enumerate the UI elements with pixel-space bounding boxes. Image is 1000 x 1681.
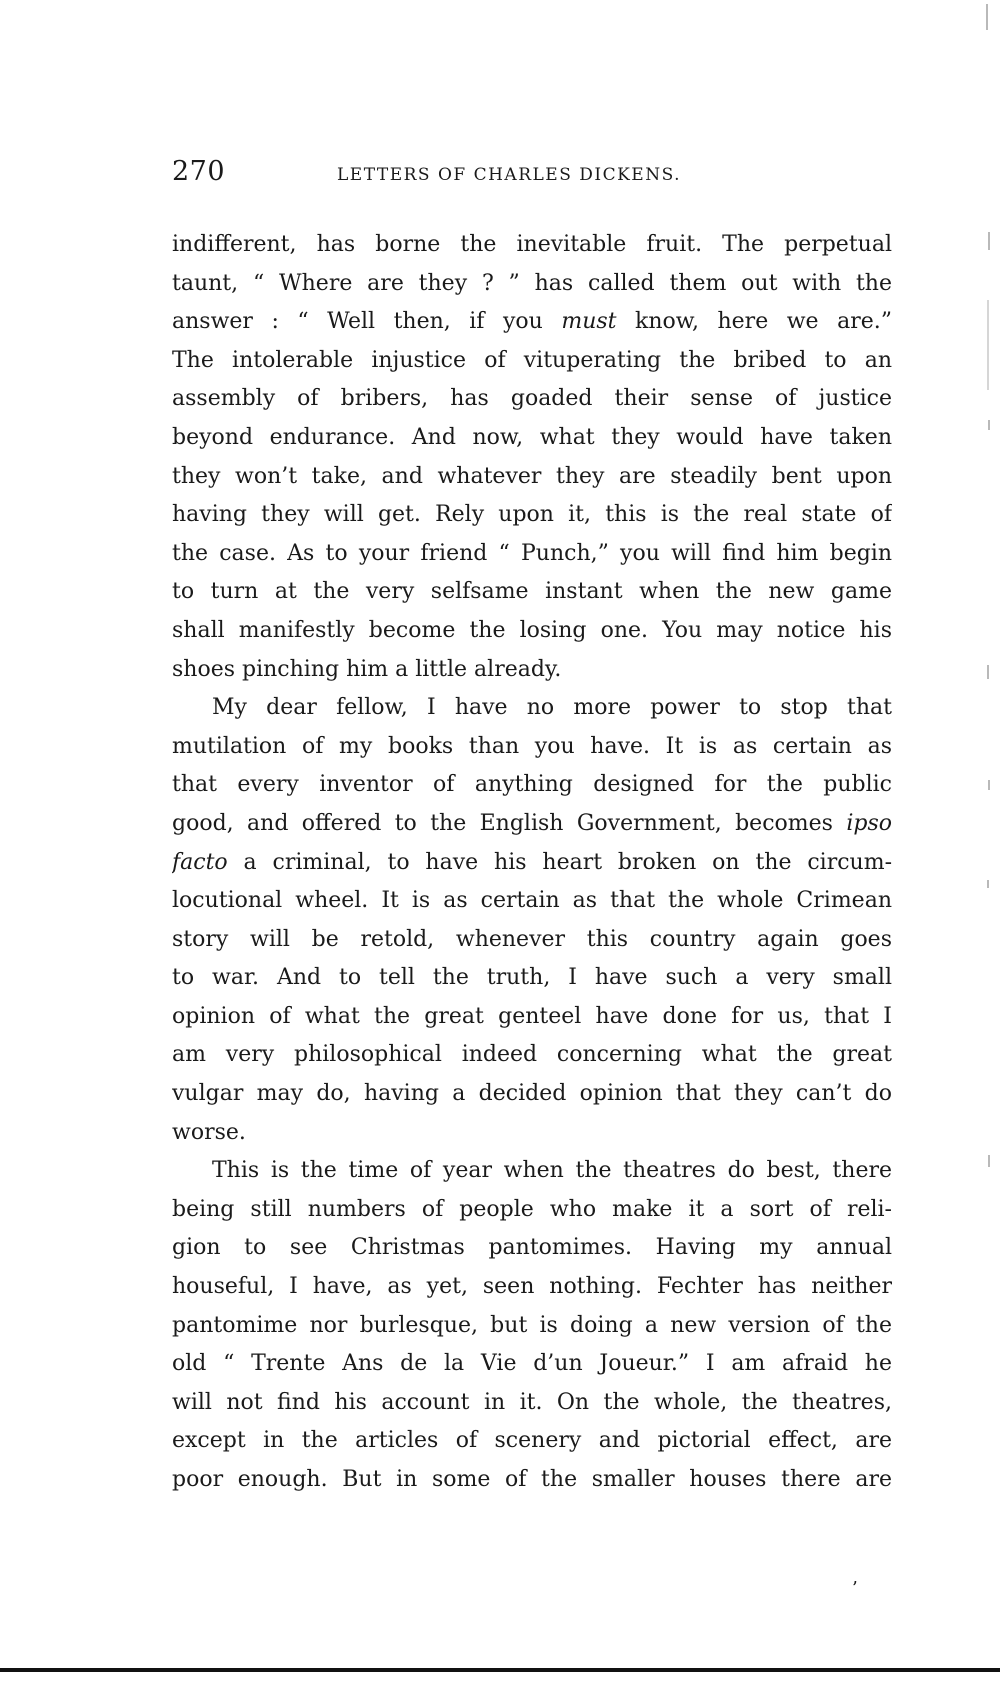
text-segment: worse. [172,1119,246,1145]
text-segment: The intolerable injustice of vituperating the bribed to an [172,347,892,373]
text-line [172,1114,892,1153]
text-line [172,921,892,960]
text-segment: vulgar may do, having a decided opinion that they can’t do [172,1081,892,1107]
text-line [172,689,892,728]
text-segment: except in the articles of scenery and pictorial effect, are [172,1428,892,1454]
text-segment: gion to see Christmas pantomimes. Having my annual [172,1235,892,1261]
text-line [172,1152,892,1191]
margin-specks [980,0,994,1681]
text-segment: assembly of bribers, has goaded their sense of justice [172,386,892,412]
text-segment: pantomime nor burlesque, but is doing a new version of the [172,1312,892,1338]
text-segment: answer : “ Well then, if you [172,309,562,335]
text-segment: having they will get. Rely upon it, this is the real state of [172,502,892,528]
text-line [172,1307,892,1346]
text-segment: This is the time of year when the theatres do best, there [212,1158,892,1184]
text-line [172,303,892,342]
italic-text: ipso [846,810,892,836]
text-line [172,1268,892,1307]
text-segment: story will be retold, whenever this country again goes [172,926,892,952]
text-line [172,728,892,767]
running-head: LETTERS OF CHARLES DICKENS. [337,165,682,185]
text-line [172,1461,892,1500]
text-line [172,844,892,883]
page-number: 270 [172,156,226,187]
text-segment: being still numbers of people who make it a sort of reli- [172,1196,892,1222]
text-line [172,380,892,419]
text-segment: that every inventor of anything designed for the public [172,772,892,798]
text-line [172,651,892,690]
stray-ink-mark: ’ [852,1578,858,1599]
text-segment: will not find his account in it. On the whole, the theatres, [172,1389,892,1415]
text-segment: My dear fellow, I have no more power to stop that [212,695,892,721]
text-line [172,998,892,1037]
text-segment: locutional wheel. It is as certain as that the whole Crimean [172,888,892,914]
text-segment: the case. As to your friend “ Punch,” you will find him begin [172,540,892,566]
body-text [172,226,892,1500]
text-line [172,1345,892,1384]
text-line [172,226,892,265]
text-line [172,458,892,497]
text-line [172,959,892,998]
bottom-edge-rule [0,1668,1000,1672]
text-line [172,805,892,844]
text-line [172,342,892,381]
text-segment: know, here we are.” [616,309,892,335]
text-line [172,1075,892,1114]
page-header [172,156,892,196]
text-segment: beyond endurance. And now, what they would have taken [172,424,892,450]
text-segment: mutilation of my books than you have. It is as certain as [172,733,892,759]
text-segment: poor enough. But in some of the smaller houses there are [172,1467,892,1492]
text-segment: houseful, I have, as yet, seen nothing. Fechter has neither [172,1274,892,1300]
text-line [172,882,892,921]
text-segment: shoes pinching him a little already. [172,656,562,682]
text-segment: taunt, “ Where are they ? ” has called them out with the [172,270,892,296]
text-line [172,496,892,535]
text-segment: shall manifestly become the losing one. You may notice his [172,617,892,643]
text-line [172,612,892,651]
text-line [172,1191,892,1230]
italic-text: must [561,309,617,335]
text-line [172,1384,892,1423]
text-line [172,1036,892,1075]
text-segment: old “ Trente Ans de la Vie d’un Joueur.” I am afraid he [172,1351,892,1377]
text-line [172,535,892,574]
text-line [172,1229,892,1268]
text-segment: am very philosophical indeed concerning what the great [172,1042,892,1068]
text-segment: good, and offered to the English Government, becomes [172,810,847,836]
text-line [172,1422,892,1461]
italic-text: facto [172,849,228,875]
text-line [172,766,892,805]
text-segment: opinion of what the great genteel have done for us, that I [172,1003,892,1029]
text-line [172,419,892,458]
text-segment: indifferent, has borne the inevitable fruit. The perpetual [172,232,892,257]
text-line [172,265,892,304]
text-segment: a criminal, to have his heart broken on the circum- [227,849,892,875]
text-segment: to turn at the very selfsame instant when the new game [172,579,892,605]
text-segment: to war. And to tell the truth, I have such a very small [172,965,892,991]
text-line [172,573,892,612]
text-segment: they won’t take, and whatever they are steadily bent upon [172,463,892,489]
